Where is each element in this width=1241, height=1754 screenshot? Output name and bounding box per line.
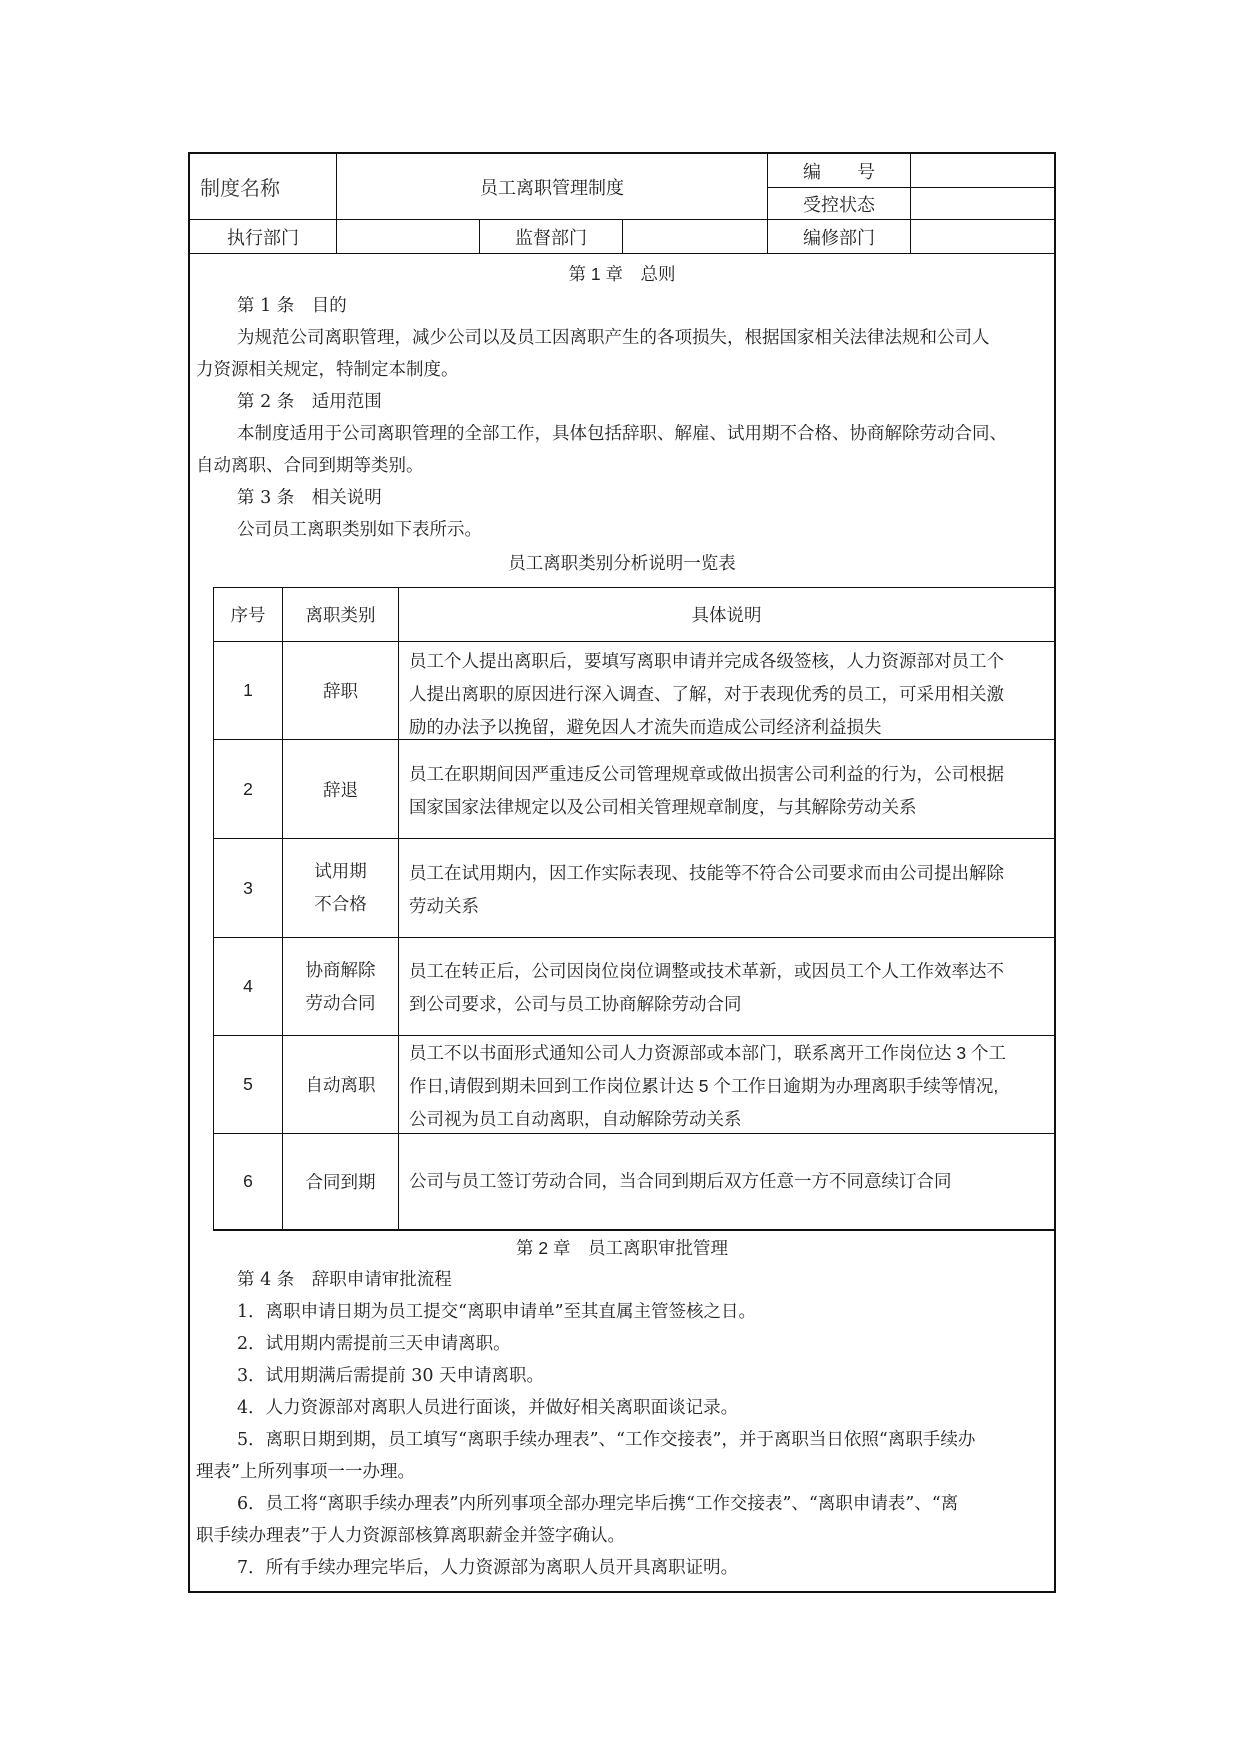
table-row-1-description	[409, 645, 1054, 744]
article-1-text-line-1: 为规范公司离职管理，减少公司以及员工因离职产生的各项损失，根据国家相关法律法规和公司人	[237, 328, 990, 348]
table-row-6-description	[409, 1165, 1054, 1198]
table-row-4-description	[409, 955, 1054, 1021]
procedure-step-7: 7．所有手续办理完毕后，人力资源部为离职人员开具离职证明。	[237, 1558, 739, 1578]
exec-dept-label: 执行部门	[227, 227, 299, 249]
table-row-2-description	[409, 758, 1054, 824]
exec-dept-value	[337, 220, 479, 253]
table-row-6-number: 6	[243, 1171, 253, 1191]
article-2-text-line-1: 本制度适用于公司离职管理的全部工作，具体包括辞职、解雇、试用期不合格、协商解除劳动合同、	[237, 424, 1007, 444]
edit-dept-value	[911, 220, 1054, 253]
procedure-step-1: 1．离职申请日期为员工提交“离职申请单”至其直属主管签核之日。	[237, 1302, 757, 1322]
table-row-4-number: 4	[243, 976, 253, 996]
table-row-6-category: 合同到期	[305, 1172, 376, 1192]
chapter-1	[190, 254, 1054, 587]
table-row-4-desc-line-1: 员工在转正后，公司因岗位岗位调整或技术革新，或因员工个人工作效率达不	[409, 961, 1004, 981]
number-value	[911, 154, 1054, 187]
table-row-4-category-line-1: 协商解除	[305, 959, 376, 980]
table-row-6-desc-line-1: 公司与员工签订劳动合同，当合同到期后双方任意一方不同意续订合同	[409, 1171, 952, 1191]
procedure-step-3: 3．试用期满后需提前 30 天申请离职。	[237, 1366, 545, 1386]
procedure-step-5-line-1: 5．离职日期到期，员工填写“离职手续办理表”、“工作交接表”，并于离职当日依照“离职手续办	[237, 1430, 976, 1450]
edit-dept-label: 编修部门	[803, 227, 875, 249]
table-row-3-number: 3	[243, 877, 253, 898]
table-row-5-description	[409, 1037, 1054, 1136]
article-3-title: 第 3 条 相关说明	[237, 488, 382, 508]
procedure-step-5-line-2: 理表”上所列事项一一办理。	[196, 1462, 415, 1482]
table-row-1-desc-line-1: 员工个人提出离职后，要填写离职申请并完成各级签核，人力资源部对员工个	[409, 651, 1004, 671]
procedure-step-4: 4．人力资源部对离职人员进行面谈，并做好相关离职面谈记录。	[237, 1398, 739, 1418]
table-row-2-desc-line-1: 员工在职期间因严重违反公司管理规章或做出损害公司利益的行为，公司根据	[409, 764, 1004, 784]
article-2-text-line-2: 自动离职、合同到期等类别。	[196, 456, 424, 476]
table-row-1-category: 辞职	[323, 681, 358, 701]
article-4-title: 第 4 条 辞职申请审批流程	[237, 1270, 452, 1290]
table-row-4-category-line-2: 劳动合同	[305, 992, 376, 1013]
table-row-5-category: 自动离职	[305, 1075, 376, 1095]
chapter-1-title: 第 1 章 总则	[568, 264, 676, 284]
policy-name-label: 制度名称	[200, 176, 280, 200]
resignation-category-table	[213, 587, 1055, 1230]
column-header-category: 离职类别	[305, 605, 376, 625]
table-row-1-desc-line-2: 人提出离职的原因进行深入调查、了解，对于表现优秀的员工，可采用相关激	[409, 684, 1004, 704]
table-row-2-category: 辞退	[323, 779, 358, 800]
table-row-5-desc-line-3: 公司视为员工自动离职，自动解除劳动关系	[409, 1109, 742, 1129]
chapter-2	[190, 1232, 1054, 1592]
table-row-5-desc-line-1: 员工不以书面形式通知公司人力资源部或本部门，联系离开工作岗位达 3 个工	[409, 1043, 1006, 1063]
table-row-5-desc-line-2: 作日,请假到期未回到工作岗位累计达 5 个工作日逾期为办理离职手续等情况,	[409, 1076, 999, 1096]
table-row-3-category-line-2: 不合格	[314, 894, 367, 914]
table-caption: 员工离职类别分析说明一览表	[508, 554, 736, 574]
table-row-3-category-line-1: 试用期	[314, 861, 367, 881]
supervise-dept-label: 监督部门	[515, 227, 587, 249]
table-row-5-number: 5	[243, 1074, 253, 1094]
article-1-text-line-2: 力资源相关规定，特制定本制度。	[196, 360, 459, 380]
article-1-title: 第 1 条 目的	[237, 296, 347, 316]
policy-title: 员工离职管理制度	[480, 177, 624, 199]
control-status-value	[911, 188, 1054, 219]
table-row-2-number: 2	[243, 778, 253, 799]
table-row-3-desc-line-2: 劳动关系	[409, 896, 479, 916]
procedure-step-6-line-1: 6．员工将“离职手续办理表”内所列事项全部办理完毕后携“工作交接表”、“离职申请表”、“离	[237, 1494, 959, 1514]
table-row-3-category	[283, 839, 398, 937]
article-2-title: 第 2 条 适用范围	[237, 392, 382, 412]
document-header-table	[190, 154, 1054, 254]
procedure-step-2: 2．试用期内需提前三天申请离职。	[237, 1334, 511, 1354]
table-row-4-desc-line-2: 到公司要求，公司与员工协商解除劳动合同	[409, 994, 742, 1014]
article-3-text-line-1: 公司员工离职类别如下表所示。	[237, 520, 482, 540]
table-row-1-desc-line-3: 励的办法予以挽留，避免因人才流失而造成公司经济利益损失	[409, 717, 882, 737]
table-row-3-description	[409, 857, 1054, 923]
column-header-number: 序号	[230, 605, 266, 625]
table-row-1-number: 1	[243, 680, 253, 700]
table-row-2-desc-line-2: 国家国家法律规定以及公司相关管理规章制度，与其解除劳动关系	[409, 797, 917, 817]
policy-document	[188, 152, 1056, 1593]
procedure-step-6-line-2: 职手续办理表”于人力资源部核算离职薪金并签字确认。	[196, 1526, 625, 1546]
table-row-4-category	[283, 938, 398, 1035]
chapter-2-title: 第 2 章 员工离职审批管理	[516, 1238, 728, 1258]
number-label: 编 号	[803, 161, 875, 183]
column-header-description: 具体说明	[691, 605, 762, 625]
control-status-label: 受控状态	[803, 194, 875, 216]
supervise-dept-value	[623, 220, 767, 253]
table-row-3-desc-line-1: 员工在试用期内，因工作实际表现、技能等不符合公司要求而由公司提出解除	[409, 863, 1004, 883]
